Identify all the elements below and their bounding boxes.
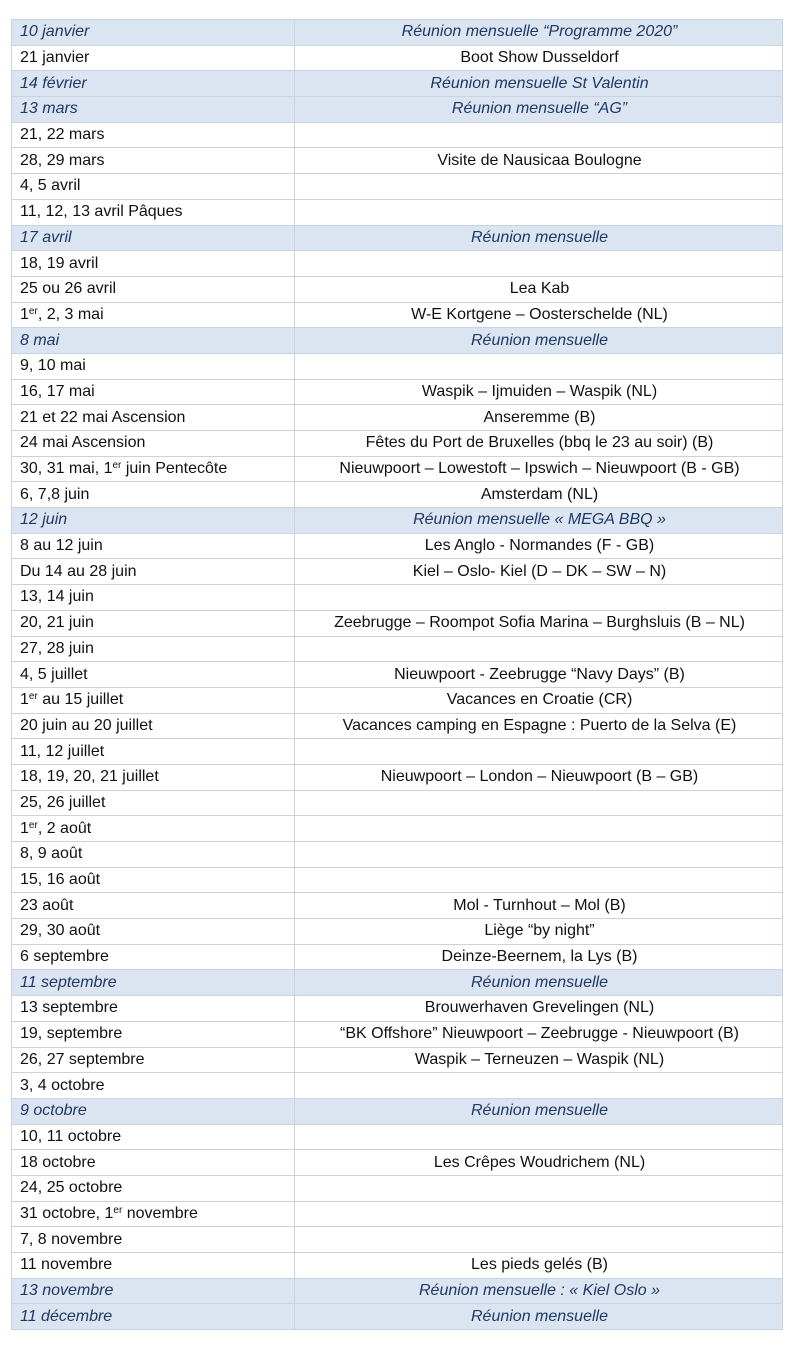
meeting-event-cell: Réunion mensuelle <box>295 1304 783 1330</box>
event-cell <box>295 199 783 225</box>
event-cell: Mol - Turnhout – Mol (B) <box>295 893 783 919</box>
date-cell <box>12 174 295 200</box>
table-row <box>12 687 783 713</box>
table-row <box>12 713 783 739</box>
date-text: 11 décembre <box>20 1307 113 1325</box>
date-text: Du 14 au 28 juin <box>20 562 137 580</box>
meeting-row <box>12 20 783 46</box>
date-text-rest: novembre <box>122 1204 198 1222</box>
date-text: 7, 8 novembre <box>20 1230 123 1248</box>
event-cell: Deinze-Beernem, la Lys (B) <box>295 944 783 970</box>
meeting-event-cell: Réunion mensuelle “AG” <box>295 97 783 123</box>
meeting-event-cell: Réunion mensuelle : « Kiel Oslo » <box>295 1278 783 1304</box>
date-text: 17 avril <box>20 228 72 246</box>
event-cell: Liège “by night” <box>295 919 783 945</box>
table-row <box>12 919 783 945</box>
date-cell <box>12 1124 295 1150</box>
date-cell <box>12 276 295 302</box>
date-cell <box>12 353 295 379</box>
meeting-row <box>12 71 783 97</box>
date-cell <box>12 122 295 148</box>
table-row <box>12 636 783 662</box>
event-cell <box>295 122 783 148</box>
date-text: 6 septembre <box>20 948 109 966</box>
date-ordinal-suffix: er <box>28 691 38 703</box>
date-cell <box>12 1278 295 1304</box>
date-text: 8 au 12 juin <box>20 537 103 555</box>
event-cell <box>295 816 783 842</box>
table-row <box>12 790 783 816</box>
event-cell: Les Anglo - Normandes (F - GB) <box>295 533 783 559</box>
date-text: 18, 19 avril <box>20 254 99 272</box>
date-text: 14 février <box>20 74 87 92</box>
date-text: 20 juin au 20 juillet <box>20 716 153 734</box>
date-cell <box>12 1304 295 1330</box>
date-cell <box>12 996 295 1022</box>
table-row <box>12 1021 783 1047</box>
date-text: 13, 14 juin <box>20 588 94 606</box>
date-text: 9, 10 mai <box>20 357 86 375</box>
table-row <box>12 456 783 482</box>
date-text: 19, septembre <box>20 1025 123 1043</box>
table-row <box>12 996 783 1022</box>
table-row <box>12 816 783 842</box>
table-row <box>12 405 783 431</box>
table-row <box>12 122 783 148</box>
meeting-event-cell: Réunion mensuelle St Valentin <box>295 71 783 97</box>
event-cell <box>295 251 783 277</box>
date-cell <box>12 944 295 970</box>
calendar-body <box>12 20 783 1330</box>
date-text: 23 août <box>20 896 74 914</box>
meeting-row <box>12 1098 783 1124</box>
table-row <box>12 1253 783 1279</box>
date-cell <box>12 636 295 662</box>
table-row <box>12 251 783 277</box>
events-calendar-table <box>11 19 783 1330</box>
date-text: 29, 30 août <box>20 922 101 940</box>
date-cell <box>12 533 295 559</box>
event-cell <box>295 790 783 816</box>
table-row <box>12 867 783 893</box>
table-row <box>12 199 783 225</box>
date-cell <box>12 328 295 354</box>
event-cell <box>295 842 783 868</box>
date-cell <box>12 482 295 508</box>
meeting-row <box>12 328 783 354</box>
date-text: 13 septembre <box>20 999 118 1017</box>
table-row <box>12 45 783 71</box>
table-row <box>12 1175 783 1201</box>
event-cell: Zeebrugge – Roompot Sofia Marina – Burghsluis (B – NL) <box>295 610 783 636</box>
date-text: 4, 5 juillet <box>20 665 88 683</box>
date-ordinal-suffix: er <box>113 1204 123 1216</box>
date-text: 1 <box>20 691 29 709</box>
date-text: 25, 26 juillet <box>20 793 106 811</box>
date-cell <box>12 739 295 765</box>
date-cell <box>12 20 295 46</box>
calendar-sheet <box>11 19 780 1330</box>
meeting-event-cell: Réunion mensuelle “Programme 2020” <box>295 20 783 46</box>
table-row <box>12 482 783 508</box>
date-cell <box>12 713 295 739</box>
event-cell: Fêtes du Port de Bruxelles (bbq le 23 au soir) (B) <box>295 431 783 457</box>
date-cell <box>12 379 295 405</box>
meeting-row <box>12 970 783 996</box>
date-cell <box>12 1021 295 1047</box>
event-cell: Waspik – Terneuzen – Waspik (NL) <box>295 1047 783 1073</box>
table-row <box>12 1227 783 1253</box>
date-cell <box>12 919 295 945</box>
event-cell: Vacances camping en Espagne : Puerto de la Selva (E) <box>295 713 783 739</box>
date-text: 1 <box>20 819 29 837</box>
meeting-event-cell: Réunion mensuelle <box>295 328 783 354</box>
table-row <box>12 585 783 611</box>
date-text: 8, 9 août <box>20 845 83 863</box>
date-cell <box>12 1253 295 1279</box>
date-cell <box>12 610 295 636</box>
date-text: 4, 5 avril <box>20 177 81 195</box>
table-row <box>12 1124 783 1150</box>
date-text-rest: , 2, 3 mai <box>37 305 104 323</box>
event-cell: Boot Show Dusseldorf <box>295 45 783 71</box>
meeting-event-cell: Réunion mensuelle « MEGA BBQ » <box>295 508 783 534</box>
event-cell: Nieuwpoort – London – Nieuwpoort (B – GB) <box>295 764 783 790</box>
event-cell <box>295 867 783 893</box>
date-cell <box>12 97 295 123</box>
table-row <box>12 842 783 868</box>
date-text: 26, 27 septembre <box>20 1050 145 1068</box>
table-row <box>12 739 783 765</box>
event-cell <box>295 174 783 200</box>
event-cell: Nieuwpoort - Zeebrugge “Navy Days” (B) <box>295 662 783 688</box>
date-text: 30, 31 mai, 1 <box>20 460 113 478</box>
event-cell: Brouwerhaven Grevelingen (NL) <box>295 996 783 1022</box>
date-text: 12 juin <box>20 511 68 529</box>
date-text-rest: , 2 août <box>37 819 92 837</box>
table-row <box>12 276 783 302</box>
table-row <box>12 431 783 457</box>
date-cell <box>12 251 295 277</box>
date-text: 21 et 22 mai Ascension <box>20 408 186 426</box>
table-row <box>12 662 783 688</box>
date-text: 13 novembre <box>20 1282 114 1300</box>
table-row <box>12 559 783 585</box>
date-text: 11 septembre <box>20 973 117 991</box>
date-cell <box>12 508 295 534</box>
event-cell: Anseremme (B) <box>295 405 783 431</box>
date-text: 21, 22 mars <box>20 126 105 144</box>
event-cell: Waspik – Ijmuiden – Waspik (NL) <box>295 379 783 405</box>
table-row <box>12 533 783 559</box>
date-cell <box>12 225 295 251</box>
date-text-rest: au 15 juillet <box>37 691 124 709</box>
date-cell <box>12 842 295 868</box>
table-row <box>12 379 783 405</box>
event-cell: Vacances en Croatie (CR) <box>295 687 783 713</box>
date-text: 18, 19, 20, 21 juillet <box>20 768 159 786</box>
date-text: 25 ou 26 avril <box>20 280 117 298</box>
table-row <box>12 1201 783 1227</box>
date-cell <box>12 893 295 919</box>
event-cell: Les pieds gelés (B) <box>295 1253 783 1279</box>
date-cell <box>12 148 295 174</box>
date-text: 20, 21 juin <box>20 614 94 632</box>
date-cell <box>12 764 295 790</box>
event-cell: “BK Offshore” Nieuwpoort – Zeebrugge - Nieuwpoort (B) <box>295 1021 783 1047</box>
date-cell <box>12 199 295 225</box>
meeting-event-cell: Réunion mensuelle <box>295 970 783 996</box>
date-cell <box>12 970 295 996</box>
event-cell: Amsterdam (NL) <box>295 482 783 508</box>
table-row <box>12 944 783 970</box>
event-cell <box>295 1201 783 1227</box>
meeting-event-cell: Réunion mensuelle <box>295 1098 783 1124</box>
date-cell <box>12 867 295 893</box>
event-cell <box>295 585 783 611</box>
date-ordinal-suffix: er <box>28 305 38 317</box>
meeting-row <box>12 1278 783 1304</box>
date-cell <box>12 790 295 816</box>
date-text: 28, 29 mars <box>20 151 105 169</box>
date-text: 6, 7,8 juin <box>20 485 90 503</box>
table-row <box>12 610 783 636</box>
date-text: 24 mai Ascension <box>20 434 146 452</box>
date-text: 27, 28 juin <box>20 639 94 657</box>
table-row <box>12 302 783 328</box>
date-cell <box>12 1175 295 1201</box>
date-cell <box>12 1201 295 1227</box>
date-cell <box>12 1150 295 1176</box>
table-row <box>12 174 783 200</box>
event-cell: Nieuwpoort – Lowestoft – Ipswich – Nieuwpoort (B - GB) <box>295 456 783 482</box>
meeting-row <box>12 97 783 123</box>
date-text: 18 octobre <box>20 1153 96 1171</box>
event-cell <box>295 1175 783 1201</box>
event-cell: Les Crêpes Woudrichem (NL) <box>295 1150 783 1176</box>
date-text: 11, 12 juillet <box>20 742 105 760</box>
date-text: 3, 4 octobre <box>20 1076 105 1094</box>
event-cell: Visite de Nausicaa Boulogne <box>295 148 783 174</box>
table-row <box>12 353 783 379</box>
table-row <box>12 148 783 174</box>
date-cell <box>12 302 295 328</box>
date-text: 11, 12, 13 avril Pâques <box>20 203 183 221</box>
date-text: 1 <box>20 305 29 323</box>
date-text-rest: juin Pentecôte <box>121 460 228 478</box>
date-ordinal-suffix: er <box>28 819 38 831</box>
meeting-row <box>12 225 783 251</box>
event-cell: W-E Kortgene – Oosterschelde (NL) <box>295 302 783 328</box>
date-cell <box>12 1227 295 1253</box>
date-cell <box>12 405 295 431</box>
date-cell <box>12 456 295 482</box>
date-text: 9 octobre <box>20 1102 87 1120</box>
event-cell <box>295 1227 783 1253</box>
date-text: 8 mai <box>20 331 60 349</box>
event-cell: Kiel – Oslo- Kiel (D – DK – SW – N) <box>295 559 783 585</box>
date-cell <box>12 71 295 97</box>
event-cell: Lea Kab <box>295 276 783 302</box>
date-text: 24, 25 octobre <box>20 1179 123 1197</box>
meeting-event-cell: Réunion mensuelle <box>295 225 783 251</box>
date-cell <box>12 45 295 71</box>
date-text: 10, 11 octobre <box>20 1127 122 1145</box>
date-ordinal-suffix: er <box>112 460 122 472</box>
date-text: 31 octobre, 1 <box>20 1204 114 1222</box>
event-cell <box>295 739 783 765</box>
date-cell <box>12 687 295 713</box>
date-text: 16, 17 mai <box>20 382 95 400</box>
table-row <box>12 1047 783 1073</box>
date-cell <box>12 585 295 611</box>
event-cell <box>295 1124 783 1150</box>
date-cell <box>12 816 295 842</box>
date-cell <box>12 662 295 688</box>
date-text: 15, 16 août <box>20 871 101 889</box>
event-cell <box>295 1073 783 1099</box>
table-row <box>12 764 783 790</box>
date-text: 21 janvier <box>20 49 90 67</box>
date-text: 13 mars <box>20 100 78 118</box>
event-cell <box>295 636 783 662</box>
event-cell <box>295 353 783 379</box>
meeting-row <box>12 508 783 534</box>
date-cell <box>12 1073 295 1099</box>
date-cell <box>12 431 295 457</box>
date-text: 11 novembre <box>20 1256 113 1274</box>
table-row <box>12 1150 783 1176</box>
date-cell <box>12 1098 295 1124</box>
table-row <box>12 893 783 919</box>
date-text: 10 janvier <box>20 23 90 41</box>
date-cell <box>12 1047 295 1073</box>
meeting-row <box>12 1304 783 1330</box>
date-cell <box>12 559 295 585</box>
table-row <box>12 1073 783 1099</box>
